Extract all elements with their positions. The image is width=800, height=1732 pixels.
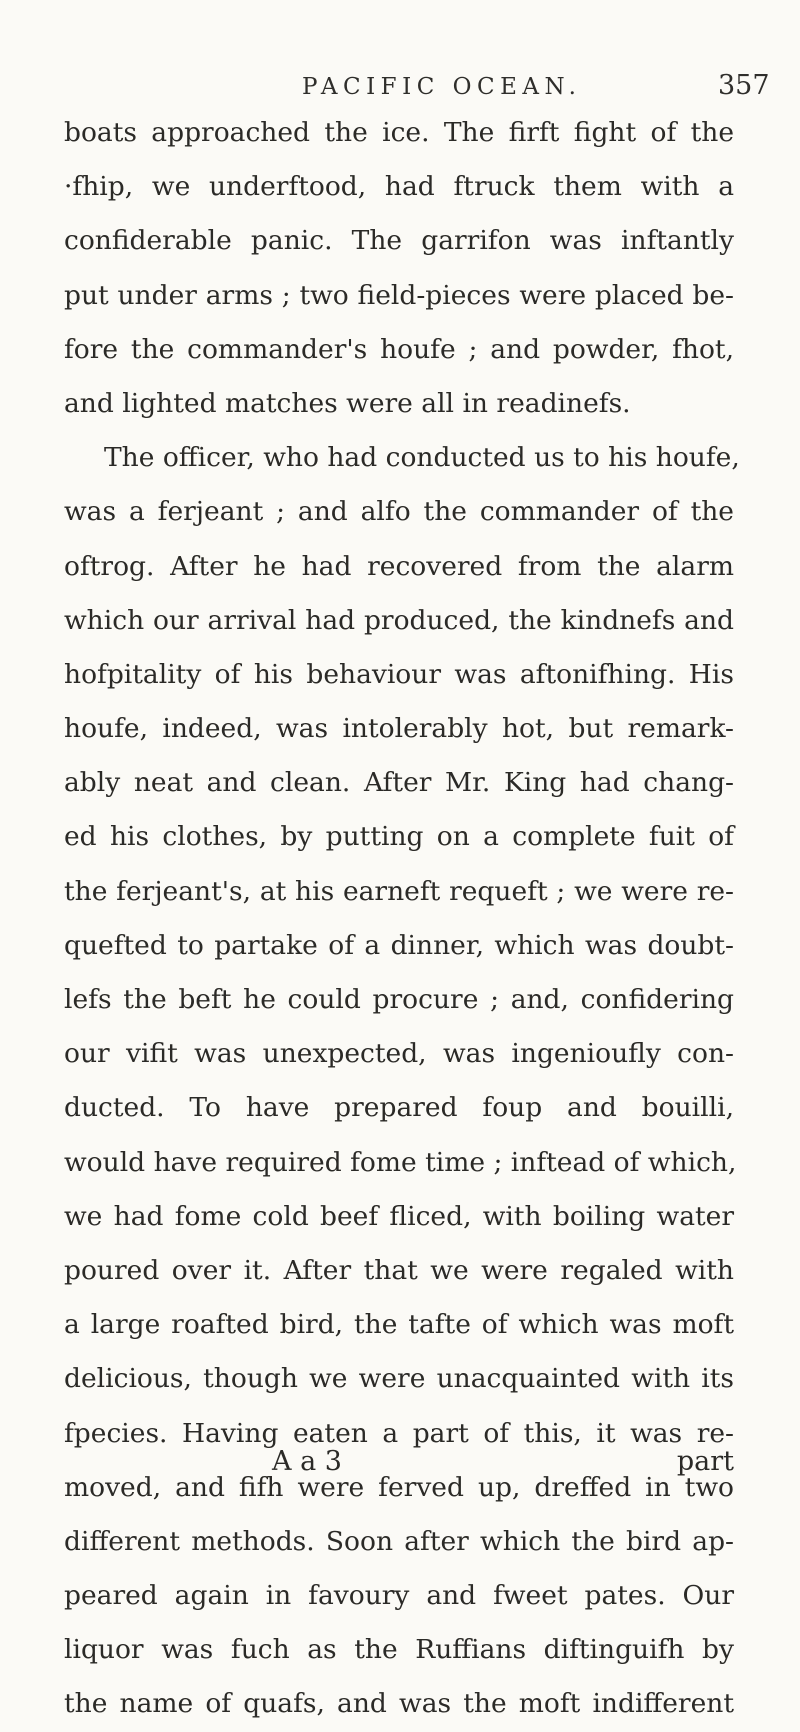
text-line: a large roafted bird, the tafte of which was moft bbox=[64, 1309, 734, 1341]
text-line: different methods. Soon after which the bird ap- bbox=[64, 1525, 734, 1557]
text-line: poured over it. After that we were regaled with bbox=[64, 1254, 734, 1286]
text-line: and lighted matches were all in readinefs. bbox=[64, 387, 631, 419]
text-line: we had fome cold beef fliced, with boiling water bbox=[64, 1200, 734, 1232]
text-line: peared again in favoury and fweet pates. Our bbox=[64, 1580, 734, 1612]
text-line: fore the commander's houfe ; and powder, fhot, bbox=[64, 333, 734, 365]
text-line: the name of quafs, and was the moft indifferent bbox=[64, 1688, 734, 1720]
text-line: houfe, indeed, was intolerably hot, but remark- bbox=[64, 713, 734, 745]
text-line: ably neat and clean. After Mr. King had chang- bbox=[64, 767, 734, 799]
text-line: oftrog. After he had recovered from the alarm bbox=[64, 550, 734, 582]
text-line: The officer, who had conducted us to his houfe, bbox=[104, 442, 740, 474]
text-line: ducted. To have prepared foup and bouilli, bbox=[64, 1092, 734, 1124]
page-number: 357 bbox=[718, 70, 770, 101]
text-line: liquor was fuch as the Ruffians diftinguifh by bbox=[64, 1634, 734, 1666]
text-line: our vifit was unexpected, was ingenioufly con- bbox=[64, 1038, 734, 1070]
text-line: was a ferjeant ; and alfo the commander of the bbox=[64, 496, 734, 528]
body-text bbox=[64, 106, 740, 1732]
text-line: fpecies. Having eaten a part of this, it was re- bbox=[64, 1417, 734, 1449]
text-line: boats approached the ice. The firft fight of the bbox=[64, 117, 734, 148]
catchword: part bbox=[676, 1446, 734, 1477]
text-line: which our arrival had produced, the kindnefs and bbox=[64, 604, 734, 636]
text-line: would have required fome time ; inftead of which, bbox=[64, 1146, 737, 1178]
text-line: ·fhip, we underftood, had ftruck them with a bbox=[64, 171, 734, 203]
text-line: delicious, though we were unacquainted with its bbox=[64, 1363, 734, 1395]
text-line: lefs the beft he could procure ; and, confidering bbox=[64, 984, 734, 1015]
signature-mark: A a 3 bbox=[272, 1446, 342, 1477]
text-line: quefted to partake of a dinner, which was doubt- bbox=[64, 929, 734, 961]
text-line: the ferjeant's, at his earneft requeft ; we were re- bbox=[64, 875, 734, 907]
text-line: ed his clothes, by putting on a complete fuit of bbox=[64, 821, 734, 853]
page-footer bbox=[64, 1446, 734, 1486]
text-line: hofpitality of his behaviour was aftonifhing. His bbox=[64, 658, 734, 690]
text-line: moved, and fifh were ferved up, dreffed in two bbox=[64, 1471, 734, 1503]
text-line: put under arms ; two field-pieces were placed be- bbox=[64, 279, 734, 311]
text-line: confiderable panic. The garrifon was inftantly bbox=[64, 225, 734, 257]
running-head: PACIFIC OCEAN. bbox=[302, 74, 582, 100]
